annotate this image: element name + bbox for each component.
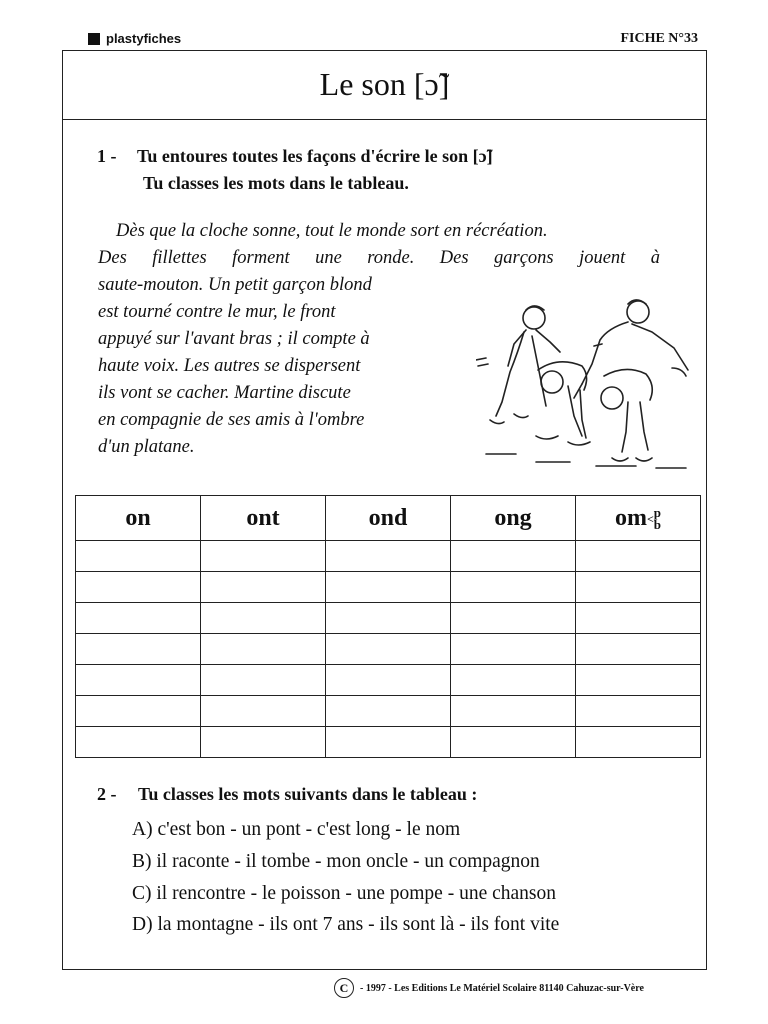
table-cell xyxy=(76,634,201,665)
table-cell xyxy=(451,541,576,572)
table-cell xyxy=(76,603,201,634)
arrow-icon: < xyxy=(646,511,654,526)
story-line: est tourné contre le mur, le front xyxy=(98,302,336,322)
table-cell xyxy=(451,665,576,696)
table-row xyxy=(76,572,701,603)
fiche-number: FICHE N°33 xyxy=(620,31,698,46)
table-cell xyxy=(326,634,451,665)
story-line: Des fillettes forment une ronde. Des garçons jouent à xyxy=(98,248,660,268)
table-cell xyxy=(326,665,451,696)
column-header-ong: ong xyxy=(451,496,576,541)
exercise2-number: 2 - xyxy=(97,784,117,804)
story-line: appuyé sur l'avant bras ; il compte à xyxy=(98,329,370,349)
exercise1-instruction-1: Tu entoures toutes les façons d'écrire le son [ɔ̃] xyxy=(137,146,493,166)
table-cell xyxy=(451,727,576,758)
footer-text: - 1997 - Les Editions Le Matériel Scolaire 81140 Cahuzac-sur-Vère xyxy=(360,982,644,994)
table-cell xyxy=(76,727,201,758)
page-title: Le son [ɔ̃] xyxy=(62,50,707,120)
table-cell xyxy=(201,665,326,696)
table-cell xyxy=(326,541,451,572)
table-cell xyxy=(451,572,576,603)
column-header-ont: ont xyxy=(201,496,326,541)
table-cell xyxy=(576,696,701,727)
om-label: om xyxy=(614,504,647,531)
table-cell xyxy=(451,634,576,665)
story-line: saute-mouton. Un petit garçon blond xyxy=(98,275,372,295)
table-row xyxy=(76,541,701,572)
table-cell xyxy=(76,696,201,727)
table-cell xyxy=(201,634,326,665)
table-cell xyxy=(451,696,576,727)
table-cell xyxy=(201,572,326,603)
table-cell xyxy=(76,665,201,696)
table-row xyxy=(76,696,701,727)
children-playing-illustration xyxy=(476,286,692,476)
table-cell xyxy=(576,727,701,758)
table-row xyxy=(76,665,701,696)
footer xyxy=(334,978,644,998)
word-list-item: A) c'est bon - un pont - c'est long - le nom xyxy=(132,819,461,840)
square-icon xyxy=(88,33,100,45)
story-line: en compagnie de ses amis à l'ombre xyxy=(98,410,365,430)
exercise2-instruction: Tu classes les mots suivants dans le tableau : xyxy=(138,784,478,804)
table-cell xyxy=(201,541,326,572)
table-cell xyxy=(576,572,701,603)
story-line: d'un platane. xyxy=(98,437,195,457)
om-suffix-b: b xyxy=(653,516,662,532)
table-cell xyxy=(76,572,201,603)
table-cell xyxy=(576,603,701,634)
table-cell xyxy=(201,727,326,758)
exercise1-instruction-2: Tu classes les mots dans le tableau. xyxy=(143,173,409,193)
table-cell xyxy=(576,634,701,665)
classification-table xyxy=(75,495,701,758)
copyright-icon: C xyxy=(334,978,354,998)
word-list-item: C) il rencontre - le poisson - une pompe - une chanson xyxy=(132,883,557,904)
exercise1-number: 1 - xyxy=(97,146,117,166)
table-row xyxy=(76,727,701,758)
word-list-item: D) la montagne - ils ont 7 ans - ils sont là - ils font vite xyxy=(132,914,560,935)
table-cell xyxy=(576,541,701,572)
table-cell xyxy=(76,541,201,572)
table-row xyxy=(76,634,701,665)
story-line: haute voix. Les autres se dispersent xyxy=(98,356,361,376)
table-cell xyxy=(326,696,451,727)
table-cell xyxy=(326,727,451,758)
table-cell xyxy=(201,696,326,727)
column-header-ond: ond xyxy=(326,496,451,541)
column-header-on: on xyxy=(76,496,201,541)
table-row xyxy=(76,603,701,634)
table-cell xyxy=(576,665,701,696)
table-cell xyxy=(326,572,451,603)
story-line: Dès que la cloche sonne, tout le monde sort en récréation. xyxy=(116,221,548,241)
word-list-item: B) il raconte - il tombe - mon oncle - un compagnon xyxy=(132,851,540,872)
brand-header xyxy=(88,31,181,46)
column-header-om xyxy=(576,496,701,541)
table-cell xyxy=(451,603,576,634)
story-line: ils vont se cacher. Martine discute xyxy=(98,383,351,403)
brand-name: plastyfiches xyxy=(106,31,182,46)
table-cell xyxy=(201,603,326,634)
table-cell xyxy=(326,603,451,634)
om-suffix-p: p xyxy=(653,504,662,520)
